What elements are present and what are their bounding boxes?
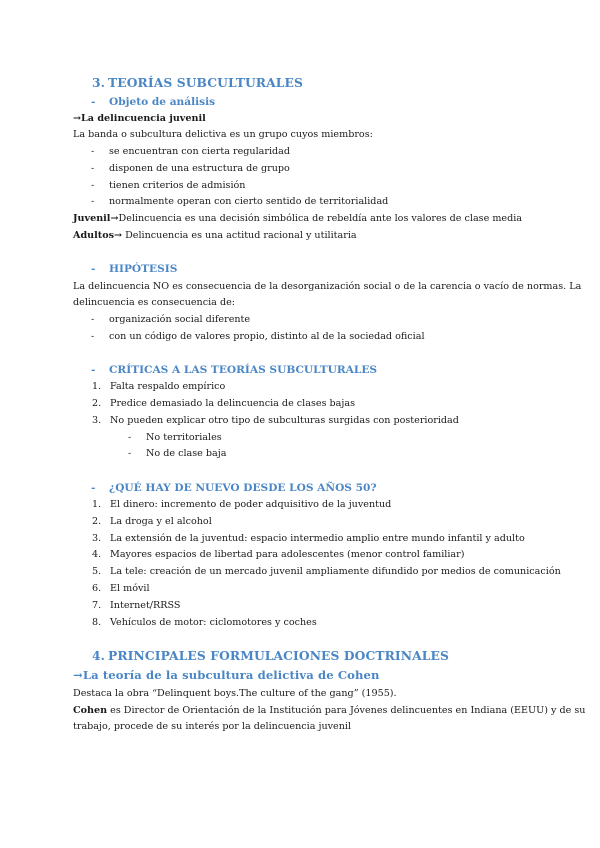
list-number: 3. (92, 533, 102, 544)
juvenil-line (73, 212, 522, 226)
list-dash: - (91, 163, 95, 174)
news-heading: ¿QUÉ HAY DE NUEVO DESDE LOS AÑOS 50? (109, 482, 377, 494)
cohen-line-1: Destaca la obra “Delinquent boys.The culture of the gang” (1955). (73, 688, 397, 699)
section-3-title: TEORÍAS SUBCULTURALES (108, 75, 303, 90)
list-item: Falta respaldo empírico (110, 381, 226, 392)
intro-text: La banda o subcultura delictiva es un grupo cuyos miembros: (73, 129, 373, 140)
subject-label: →La delincuencia juvenil (73, 113, 206, 124)
cohen-line-2 (73, 704, 585, 718)
list-number: 2. (92, 516, 102, 527)
list-dash: - (91, 314, 95, 325)
list-number: 7. (92, 600, 102, 611)
hypothesis-line-2: delincuencia es consecuencia de: (73, 297, 236, 308)
list-dash: - (91, 146, 95, 157)
section-4-number: 4. (92, 648, 106, 663)
list-number: 4. (92, 549, 102, 560)
adultos-text: Delincuencia es una actitud racional y utilitaria (122, 230, 357, 241)
list-item: Mayores espacios de libertad para adolescentes (menor control familiar) (110, 549, 465, 560)
list-item: La tele: creación de un mercado juvenil ampliamente difundido por medios de comunicación (110, 566, 561, 577)
hypothesis-heading: HIPÓTESIS (109, 263, 178, 275)
cohen-line-2-rest: es Director de Orientación de la Institución para Jóvenes delincuentes en Indiana (EEUU) y de su (107, 705, 586, 716)
list-dash: - (91, 331, 95, 342)
list-dash: - (91, 180, 95, 191)
section-4-title: PRINCIPALES FORMULACIONES DOCTRINALES (108, 648, 449, 663)
section-3-number: 3. (92, 75, 106, 90)
list-number: 3. (92, 415, 102, 426)
list-item: normalmente operan con cierto sentido de territorialidad (109, 196, 389, 207)
list-item: tienen criterios de admisión (109, 180, 246, 191)
list-dash: - (128, 432, 132, 443)
hypothesis-line-1: La delincuencia NO es consecuencia de la desorganización social o de la carencia o vacío de normas. La (73, 281, 582, 292)
critiques-dash: - (91, 364, 96, 376)
list-item: No pueden explicar otro tipo de subculturas surgidas con posterioridad (110, 415, 459, 426)
list-number: 8. (92, 617, 102, 628)
list-number: 2. (92, 398, 102, 409)
list-number: 1. (92, 381, 102, 392)
list-item: Internet/RRSS (110, 600, 181, 611)
object-dash: - (91, 96, 96, 108)
list-dash: - (91, 196, 95, 207)
list-number: 6. (92, 583, 102, 594)
critiques-heading: CRÍTICAS A LAS TEORÍAS SUBCULTURALES (109, 364, 378, 376)
adultos-line (73, 229, 357, 243)
list-item: disponen de una estructura de grupo (109, 163, 290, 174)
hypothesis-dash: - (91, 263, 96, 275)
adultos-label: Adultos→ (73, 230, 123, 241)
list-item: Vehículos de motor: ciclomotores y coches (110, 617, 317, 628)
list-item: No territoriales (146, 432, 222, 443)
object-heading: Objeto de análisis (109, 96, 216, 108)
list-item: No de clase baja (146, 448, 227, 459)
juvenil-label: Juvenil→ (73, 213, 119, 224)
juvenil-text: Delincuencia es una decisión simbólica de rebeldía ante los valores de clase media (118, 213, 523, 224)
list-item: se encuentran con cierta regularidad (109, 146, 291, 157)
list-item: organización social diferente (109, 314, 251, 325)
news-dash: - (91, 482, 96, 494)
section-4-subtitle: →La teoría de la subcultura delictiva de Cohen (73, 668, 380, 682)
list-item: con un código de valores propio, distinto al de la sociedad oficial (109, 331, 425, 342)
cohen-label: Cohen (73, 705, 108, 716)
cohen-line-3: trabajo, procede de su interés por la delincuencia juvenil (73, 721, 352, 732)
list-item: La droga y el alcohol (110, 516, 212, 527)
list-item: El móvil (110, 583, 150, 594)
list-item: Predice demasiado la delincuencia de clases bajas (110, 398, 356, 409)
list-number: 5. (92, 566, 102, 577)
list-number: 1. (92, 499, 102, 510)
list-item: La extensión de la juventud: espacio intermedio amplio entre mundo infantil y adulto (110, 533, 525, 544)
list-dash: - (128, 448, 132, 459)
list-item: El dinero: incremento de poder adquisitivo de la juventud (110, 499, 392, 510)
